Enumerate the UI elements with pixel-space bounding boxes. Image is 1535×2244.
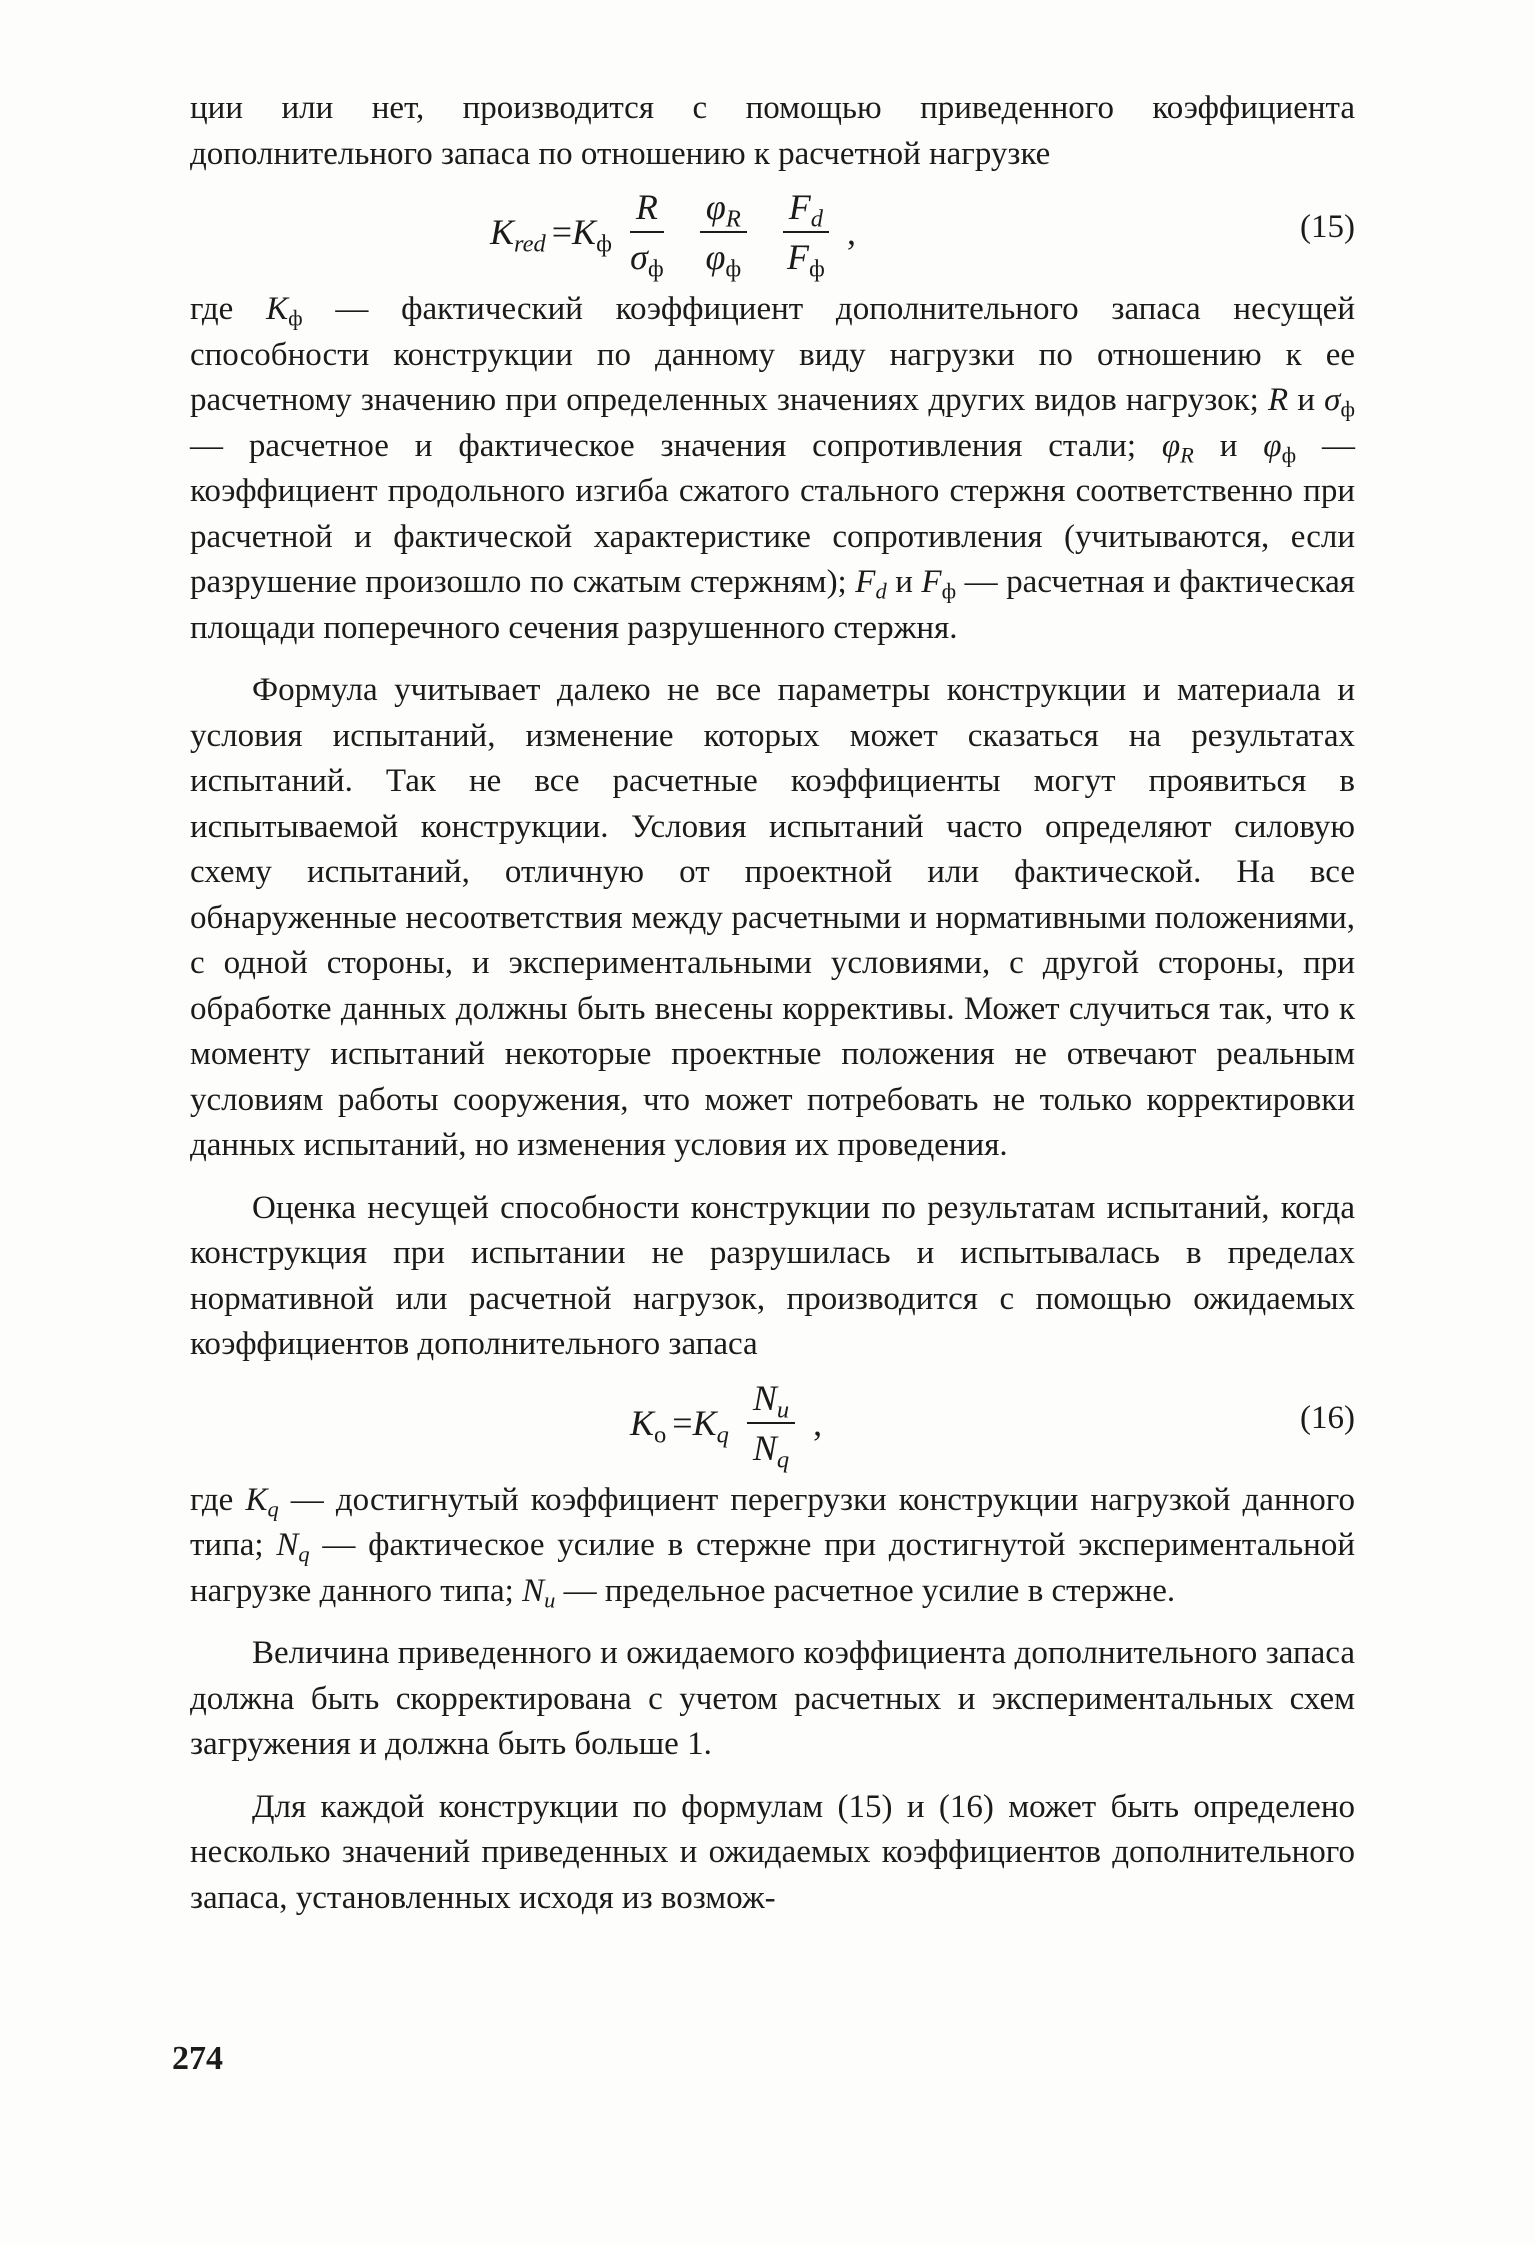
formula-15-fraction-r: $\frac{R}{\sigma_ф}$ xyxy=(630,187,664,283)
formula-16-fraction: $\frac{N_u}{N_q}$ xyxy=(747,1380,795,1466)
formula-15-coefficient: $K_ф$ xyxy=(572,212,612,258)
formula-15-comma: , xyxy=(847,212,857,252)
formula-15-fraction-f: $\frac{F_d}{F_ф}$ xyxy=(783,189,829,275)
formula-16-lhs: $K_o$ xyxy=(630,1402,667,1448)
formula-16-number: (16) xyxy=(1300,1399,1355,1436)
paragraph-legend-16: где $K_q$ — достигнутый коэффициент перегрузки конструкции нагрузкой данного типа; $N_q$ — фактическое усилие в стержне при достигнутой экспериментальной нагрузке данного типа; $N_u$ — предельное расчетное усилие в стержне. xyxy=(190,1481,1355,1613)
formula-15-expression xyxy=(490,177,856,287)
formula-16-comma: , xyxy=(813,1402,823,1443)
formula-16-expression xyxy=(630,1368,822,1478)
formula-15-fraction-phi: $\frac{\varphi_R}{\varphi_ф}$ xyxy=(700,189,747,275)
formula-15-number: (15) xyxy=(1300,209,1355,245)
formula-15-equals: = xyxy=(551,212,573,252)
paragraph-formula-limits: Формула учитывает далеко не все параметры конструкции и материала и условия испытаний, изменение которых может сказаться на результатах испытаний. Так не все расчетные коэффициенты могут проявиться в испытываемой конструкции. Условия испытаний часто определяют силовую схему испытаний, отличную от проектной или фактической. На все обнаруженные несоответствия между расчетными и нормативными положениями, с одной стороны, и экспериментальными условиями, с другой стороны, при обработке данных должны быть внесены коррективы. Может случиться так, что к моменту испытаний некоторые проектные положения не отвечают реальным условиям работы сооружения, что может потребовать не только корректировки данных испытаний, но изменения условия их проведения. xyxy=(190,672,1355,1163)
page-body xyxy=(190,86,1355,1921)
formula-16 xyxy=(190,1368,1355,1478)
paragraph-correction: Величина приведенного и ожидаемого коэффициента дополнительного запаса должна быть скорректирована с учетом расчетных и экспериментальных схем загружения и должна быть больше 1. xyxy=(190,1635,1355,1762)
formula-15 xyxy=(190,177,1355,287)
paragraph-legend-15: где $K_ф$ — фактический коэффициент дополнительного запаса несущей способности конструкции по данному виду нагрузки по отношению к ее расчетному значению при определенных значениях других видов нагрузок; R и $\sigma_ф$ — расчетное и фактическое значения сопротивления стали; $\varphi_R$ и $\varphi_ф$ — коэффициент продольного изгиба сжатого стального стержня соответственно при расчетной и фактической характеристике сопротивления (учитываются, если разрушение произошло по сжатым стержням); $F_d$ и $F_ф$ — расчетная и фактическая площади поперечного сечения разрушенного стержня. xyxy=(190,291,1355,646)
formula-16-coefficient: $K_q$ xyxy=(692,1402,729,1448)
page-number: 274 xyxy=(172,2040,223,2077)
paragraph-multiple-values: Для каждой конструкции по формулам (15) и (16) может быть определено несколько значений приведенных и ожидаемых коэффициентов дополнительного запаса, установленных исходя из возмож- xyxy=(190,1788,1355,1916)
formula-16-equals: = xyxy=(672,1402,693,1443)
paragraph-intro: ции или нет, производится с помощью приведенного коэффициента дополнительного запаса по отношению к расчетной нагрузке xyxy=(190,90,1355,172)
formula-15-lhs: $K_{red}$ xyxy=(490,212,546,258)
paragraph-assessment: Оценка несущей способности конструкции по результатам испытаний, когда конструкция при испытании не разрушилась и испытывалась в пределах нормативной или расчетной нагрузок, производится с помощью ожидаемых коэффициентов дополнительного запаса xyxy=(190,1189,1355,1362)
